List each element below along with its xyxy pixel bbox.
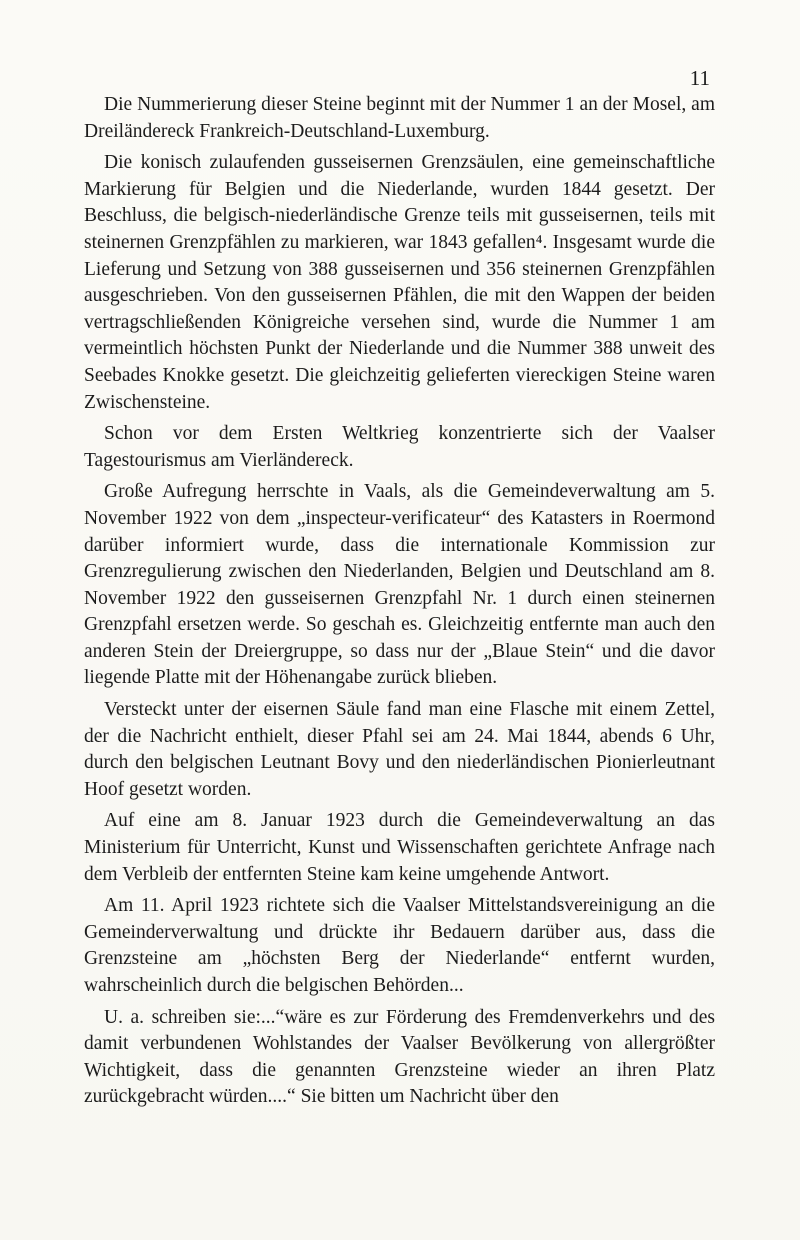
paragraph-2: Die konisch zulaufenden gusseisernen Grenzsäulen, eine gemeinschaftliche Markierung für Belgien und die Niederlande, wurden 1844 gesetzt. Der Beschluss, die belgisch-niederländische Grenze teils mit gusseisernen, teils mit steinernen Grenzpfählen zu markieren, war 1843 gefallen⁴. Insgesamt wurde die Lieferung und Setzung von 388 gusseisernen und 356 steinernen Grenzpfählen ausgeschrieben. Von den gusseisernen Pfählen, die mit den Wappen der beiden vertragschließenden Königreiche versehen sind, wurde die Nummer 1 am vermeintlich höchsten Punkt der Niederlande und die Nummer 388 unweit des Seebades Knokke gesetzt. Die gleichzeitig gelieferten viereckigen Steine waren Zwischensteine. [84,152,715,413]
paragraph-3: Schon vor dem Ersten Weltkrieg konzentrierte sich der Vaalser Tagestourismus am Vierländereck. [84,423,715,471]
paragraph-6: Auf eine am 8. Januar 1923 durch die Gemeindeverwaltung an das Ministerium für Unterricht, Kunst und Wissenschaften gerichtete Anfrage nach dem Verbleib der entfernten Steine kam keine umgehende Antwort. [84,810,715,885]
body-text [84,92,715,1111]
paragraph-7: Am 11. April 1923 richtete sich die Vaalser Mittelstandsvereinigung an die Gemeinderverwaltung und drückte ihr Bedauern darüber aus, dass die Grenzsteine am „höchsten Berg der Niederlande“ entfernt wurden, wahrscheinlich durch die belgischen Behörden... [84,895,715,996]
page-number: 11 [689,66,710,90]
paragraph-4: Große Aufregung herrschte in Vaals, als die Gemeindeverwaltung am 5. November 1922 von dem „inspecteur-verificateur“ des Katasters in Roermond darüber informiert wurde, dass die internationale Kommission zur Grenzregulierung zwischen den Niederlanden, Belgien und Deutschland am 8. November 1922 den gusseisernen Grenzpfahl Nr. 1 durch einen steinernen Grenzpfahl ersetzen werde. So geschah es. Gleichzeitig entfernte man auch den anderen Stein der Dreiergruppe, so dass nur der „Blaue Stein“ und die davor liegende Platte mit der Höhenangabe zurück blieben. [84,481,715,689]
paragraph-8: U. a. schreiben sie:...“wäre es zur Förderung des Fremdenverkehrs und des damit verbundenen Wohlstandes der Vaalser Bevölkerung von allergrößter Wichtigkeit, dass die genannten Grenzsteine wieder an ihren Platz zurückgebracht würden....“ Sie bitten um Nachricht über den [84,1006,715,1108]
paragraph-5: Versteckt unter der eisernen Säule fand man eine Flasche mit einem Zettel, der die Nachricht enthielt, dieser Pfahl sei am 24. Mai 1844, abends 6 Uhr, durch den belgischen Leutnant Bovy und den niederländischen Pionierleutnant Hoof gesetzt worden. [84,699,715,800]
paragraph-1: Die Nummerierung dieser Steine beginnt mit der Nummer 1 an der Mosel, am Dreiländereck Frankreich-Deutschland-Luxemburg. [84,94,715,142]
